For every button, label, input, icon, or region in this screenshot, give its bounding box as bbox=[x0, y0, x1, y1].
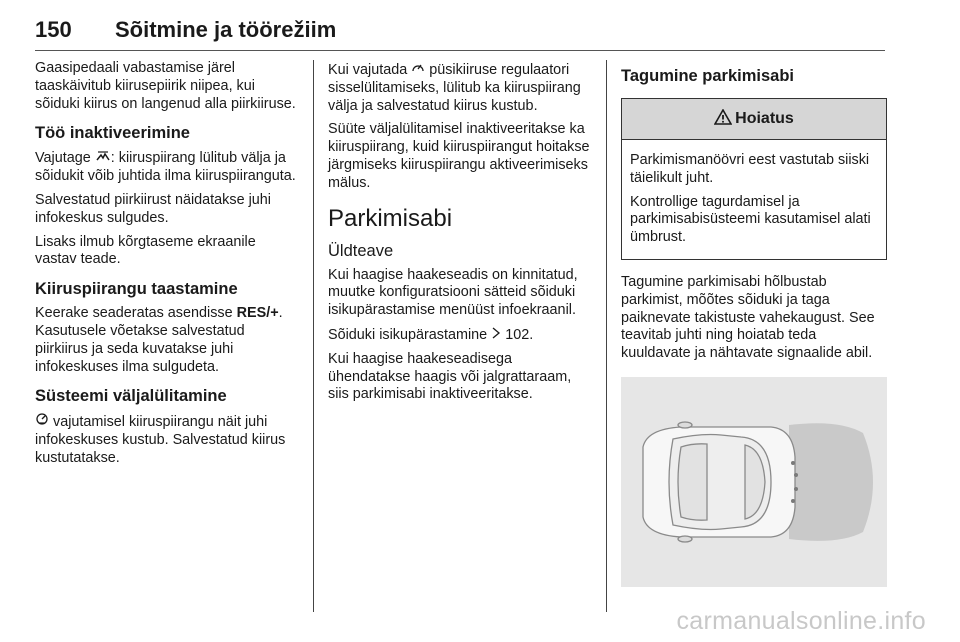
paragraph: Kontrollige tagurdamisel ja parkimisabisüsteemi kasutamisel alati ümbrust. bbox=[630, 193, 871, 246]
parking-sensor-illustration bbox=[621, 377, 887, 587]
page-header bbox=[35, 14, 885, 51]
column-2 bbox=[328, 60, 594, 410]
paragraph: Süüte väljalülitamisel inaktiveeritakse ka kiiruspiirang, kuid kiiruspiirangut hoitakse järgmiseks kiiruspiirangu aktiveerimiseks mälus. bbox=[328, 121, 590, 191]
paragraph: Sõiduki isikupärastamine 102. bbox=[328, 326, 534, 343]
heading-rear-parking: Tagumine parkimisabi bbox=[621, 67, 794, 85]
column-divider bbox=[313, 60, 314, 612]
warning-box bbox=[621, 98, 887, 260]
paragraph: Parkimismanöövri eest vastutab siiski täielikult juht. bbox=[630, 152, 870, 186]
paragraph: Vajutage : kiiruspiirang lülitub välja ja sõidukit võib juhtida ilma kiiruspiiranguta. bbox=[35, 150, 296, 185]
paragraph: Kui vajutada püsikiiruse regulaatori sisselülitamiseks, lülitub ka kiiruspiirang välja ja salvestatud kiirus kustub. bbox=[328, 62, 581, 114]
paragraph: Lisaks ilmub kõrgtaseme ekraanile vastav teade. bbox=[35, 233, 256, 268]
speed-limiter-icon bbox=[95, 150, 111, 165]
heading-system-off: Süsteemi väljalülitamine bbox=[35, 387, 227, 406]
page-reference[interactable]: 102 bbox=[505, 326, 530, 343]
warning-title: Hoiatus bbox=[735, 110, 794, 127]
heading-deactivate: Töö inaktiveerimine bbox=[35, 124, 190, 143]
speed-limiter-off-icon bbox=[35, 414, 49, 429]
heading-parking-assist: Parkimisabi bbox=[328, 204, 453, 232]
heading-general: Üldteave bbox=[328, 241, 394, 260]
warning-body bbox=[622, 140, 886, 259]
page-number: 150 bbox=[35, 17, 72, 42]
column-divider bbox=[606, 60, 607, 612]
paragraph: Salvestatud piirkiirust näidatakse juhi infokeskus sulgudes. bbox=[35, 191, 271, 226]
reference-arrow-icon bbox=[491, 327, 501, 342]
cruise-control-icon bbox=[411, 62, 425, 77]
paragraph: Keerake seaderatas asendisse RES/+. Kasutusele võetakse salvestatud piirkiirus ja seda kuvatakse juhi infokeskuses ilma sulgudeta. bbox=[35, 305, 283, 375]
column-3 bbox=[621, 60, 887, 587]
column-1 bbox=[35, 60, 301, 474]
heading-restore: Kiiruspiirangu taastamine bbox=[35, 280, 238, 299]
paragraph: vajutamisel kiiruspiirangu näit juhi infokeskuses kustub. Salvestatud kiirus kustutatakse. bbox=[35, 414, 286, 466]
warning-header bbox=[622, 99, 886, 140]
paragraph: Gaasipedaali vabastamise järel taaskäivitub kiirusepiirik niipea, kui sõiduki kiirus on langenud alla piirkiiruse. bbox=[35, 60, 296, 112]
paragraph: Tagumine parkimisabi hõlbustab parkimist, mõõtes sõiduki ja taga paiknevate takistuste vahekaugust. See teavitab juhti ning hoiatab teda kuuldavate ja nähtavate signaalide abil. bbox=[621, 273, 875, 362]
warning-triangle-icon bbox=[714, 101, 732, 141]
watermark: carmanualsonline.info bbox=[676, 607, 926, 635]
res-label: RES/+ bbox=[236, 305, 279, 322]
paragraph: Kui haagise haakeseadis on kinnitatud, muutke konfiguratsiooni sätteid sõiduki isikupärastamise menüüst infoekraanil. bbox=[328, 266, 578, 319]
chapter-title: Sõitmine ja töörežiim bbox=[115, 17, 337, 42]
paragraph: Kui haagise haakeseadisega ühendatakse haagis või jalgrattaraam, siis parkimisabi inaktiveeritakse. bbox=[328, 350, 572, 403]
